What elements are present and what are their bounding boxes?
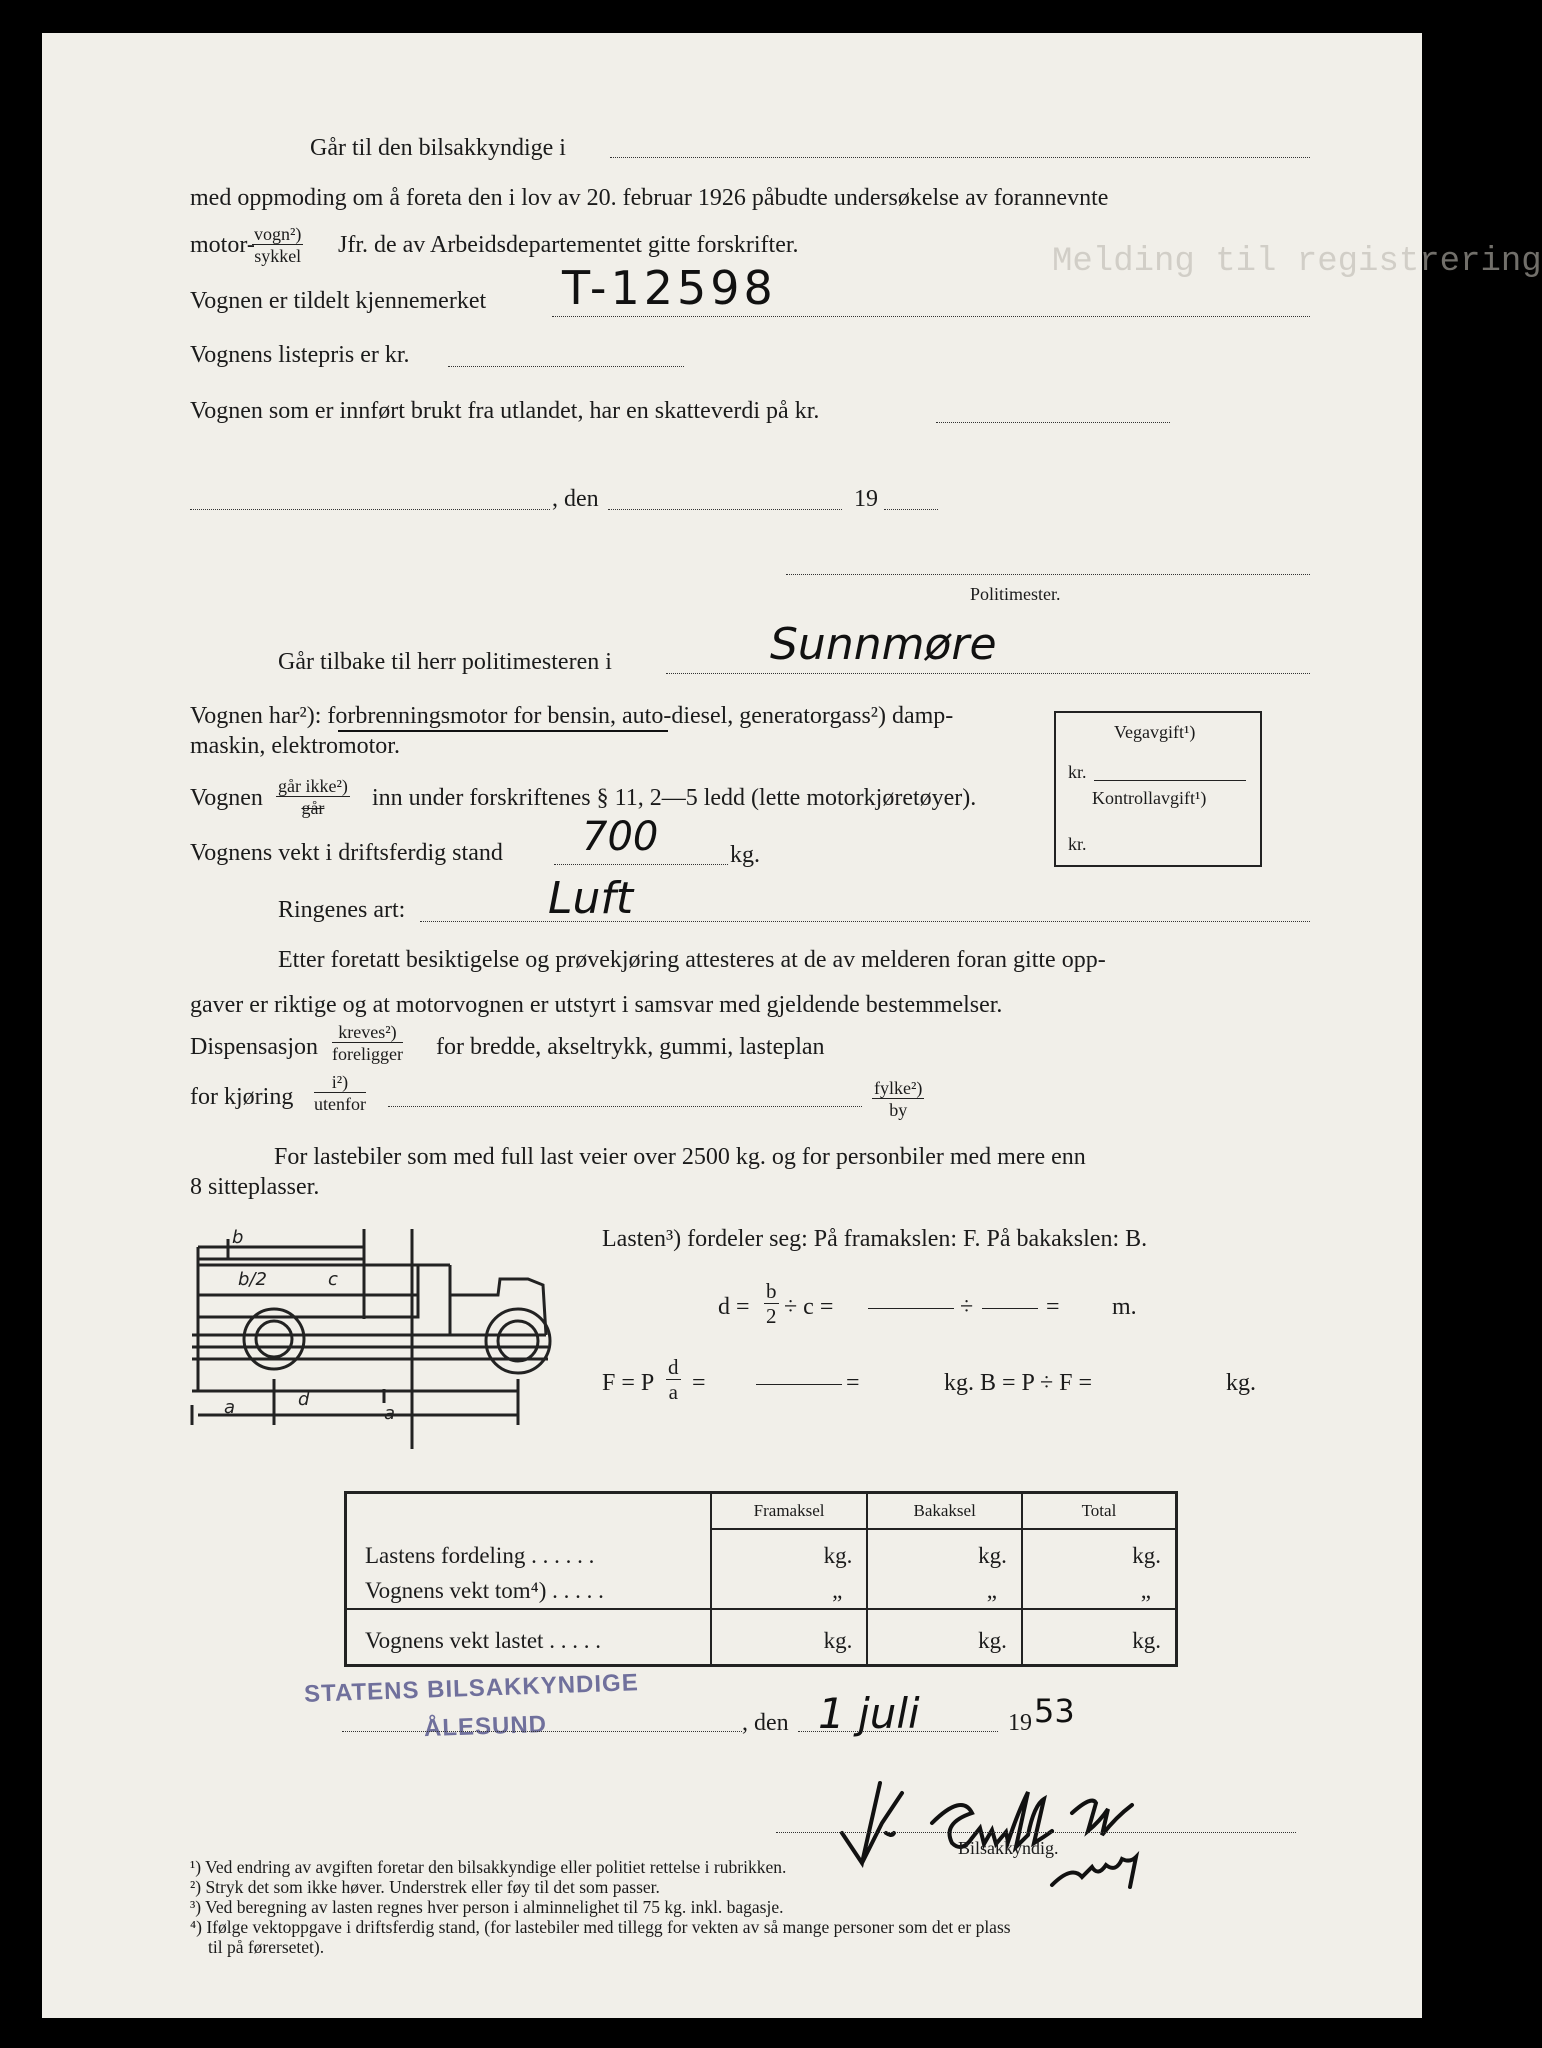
kjoring-fraction — [314, 1073, 366, 1113]
footnote-2 — [190, 1879, 660, 1897]
footnote-4 — [190, 1919, 1011, 1937]
line3-prefix: motor- — [190, 232, 255, 258]
footnote-text: Ved beregning av lasten regnes hver person i alminnelighet til 75 kg. inkl. bagasje. — [205, 1897, 784, 1917]
line2-text: med oppmoding om å foreta den i lov av 20. februar 1926 påbudte undersøkelse av forannevnte — [190, 185, 1109, 211]
row-unit: kg. — [867, 1529, 1022, 1569]
line1-field — [610, 157, 1310, 158]
stamp-line2: ÅLESUND — [423, 1710, 548, 1743]
kjennemerke-label: Vognen er tildelt kjennemerket — [190, 288, 487, 314]
diagram-label-b: b — [232, 1227, 244, 1248]
politimester-signature-line — [786, 574, 1310, 575]
diagram-label-a: a — [384, 1403, 396, 1424]
avgift-box — [1054, 711, 1262, 867]
row-unit: kg. — [1132, 1543, 1161, 1568]
footnote-mark: ³) — [190, 1897, 202, 1917]
row-unit: „ — [1022, 1569, 1177, 1609]
formula-f-unit1: kg. B = P ÷ F = — [944, 1370, 1093, 1396]
fraction-bottom: by — [889, 1100, 908, 1120]
formula-d-blank-2 — [982, 1308, 1038, 1309]
fraction-top: d — [668, 1355, 679, 1379]
weight-table — [344, 1491, 1178, 1667]
fraction-bottom: 2 — [766, 1304, 777, 1328]
row-unit: kg. — [867, 1609, 1022, 1665]
kontrollavgift-kr: kr. — [1068, 834, 1087, 854]
motor-line1: Vognen har²): forbrenningsmotor for bensin, auto-diesel, generatorgass²) damp- — [190, 703, 954, 729]
vekt-unit: kg. — [730, 842, 760, 868]
fordeler-text: Lasten³) fordeler seg: På framakslen: F. På bakakslen: B. — [602, 1226, 1148, 1252]
footnote-1 — [190, 1859, 786, 1877]
footnote-mark: ⁴) — [190, 1917, 202, 1937]
gar-suffix: inn under forskriftenes § 11, 2—5 ledd (lette motorkjøretøyer). — [372, 785, 977, 811]
fraction-top: vogn²) — [254, 224, 302, 244]
table-row — [346, 1609, 1177, 1665]
ringer-value: Luft — [548, 873, 634, 924]
row-label: Vognens vekt tom⁴) . . . . . — [346, 1569, 711, 1609]
disp-fraction — [332, 1023, 403, 1063]
footnote-3 — [190, 1899, 783, 1917]
motor-underline — [338, 730, 668, 732]
form-sheet — [42, 33, 1542, 2018]
kjoring-prefix: for kjøring — [190, 1084, 294, 1110]
formula-f-left: F = P — [602, 1370, 655, 1396]
tilbake-value: Sunnmøre — [770, 619, 997, 670]
politimester-label: Politimester. — [970, 584, 1061, 604]
sign-den-label: , den — [742, 1710, 789, 1736]
row-unit: „ — [867, 1569, 1022, 1609]
tilbake-field — [666, 673, 1310, 674]
stamp-line1: STATENS BILSAKKYNDIGE — [303, 1669, 640, 1708]
table-header: Total — [1022, 1493, 1177, 1530]
disp-prefix: Dispensasjon — [190, 1034, 318, 1060]
motor-line2: maskin, elektromotor. — [190, 733, 400, 759]
place-field — [190, 509, 550, 510]
bilsakkyndig-signature-line — [776, 1832, 1296, 1833]
tilbake-label: Går tilbake til herr politimesteren i — [278, 649, 612, 675]
fraction-top: fylke²) — [874, 1078, 923, 1098]
diagram-label-d: d — [298, 1389, 310, 1410]
formula-d-blank-1 — [868, 1308, 954, 1309]
footnote-mark: ¹) — [190, 1857, 202, 1877]
disp-suffix: for bredde, akseltrykk, gummi, lasteplan — [436, 1034, 825, 1060]
fylke-fraction — [872, 1079, 924, 1119]
fraction-top: går ikke²) — [278, 776, 348, 796]
formula-d-unit: m. — [1112, 1294, 1137, 1320]
footnote-4-cont — [208, 1939, 324, 1957]
formula-d-left: d = — [718, 1294, 750, 1320]
row-label: Lastens fordeling . . . . . . — [346, 1529, 711, 1569]
lastebil-intro-line1: For lastebiler som med full last veier over 2500 kg. og for personbiler med mere enn — [274, 1144, 1086, 1170]
line3-suffix: Jfr. de av Arbeidsdepartementet gitte forskrifter. — [338, 232, 799, 258]
date-year-label: 19 — [854, 486, 878, 512]
vegavgift-field — [1094, 780, 1246, 781]
sign-date-value: 1 juli — [818, 1689, 920, 1738]
vekt-value: 700 — [582, 814, 659, 860]
footnote-text: til på førersetet). — [208, 1937, 325, 1957]
row-unit: „ — [711, 1569, 868, 1609]
vekt-label: Vognens vekt i driftsferdig stand — [190, 840, 503, 866]
formula-f-eq2: = — [846, 1370, 860, 1396]
place-signature-field — [342, 1731, 742, 1732]
vegavgift-label: Vegavgift¹) — [1114, 722, 1196, 742]
row-unit: kg. — [711, 1529, 868, 1569]
skatteverdi-field — [936, 422, 1170, 423]
vekt-field — [554, 864, 728, 865]
table-row — [346, 1569, 1177, 1609]
table-header: Bakaksel — [867, 1493, 1022, 1530]
gar-fraction — [276, 777, 350, 817]
fraction-bottom: a — [668, 1380, 678, 1404]
formula-f-blank — [756, 1384, 842, 1385]
formula-d-fraction — [764, 1281, 779, 1327]
formula-f-fraction — [666, 1357, 681, 1403]
line1-label: Går til den bilsakkyndige i — [310, 135, 566, 161]
formula-d-div: ÷ — [960, 1294, 974, 1320]
formula-d-mid: ÷ c = — [784, 1294, 834, 1320]
row-label: Vognens vekt lastet . . . . . — [346, 1609, 711, 1665]
attest-line2: gaver er riktige og at motorvognen er utstyrt i samsvar med gjeldende bestemmelser. — [190, 992, 1003, 1018]
footnote-mark: ²) — [190, 1877, 202, 1897]
footnote-text: Ifølge vektoppgave i driftsferdig stand, (for lastebiler med tillegg for vekten av så mange personer som det er plass — [206, 1917, 1011, 1937]
date-den-label: , den — [552, 486, 599, 512]
row-unit: kg. — [1132, 1627, 1161, 1653]
listepris-field — [448, 366, 684, 367]
kjoring-field — [388, 1106, 862, 1107]
diagram-label-c: c — [328, 1269, 338, 1290]
truck-diagram — [188, 1219, 608, 1459]
fraction-bottom: går — [301, 798, 325, 818]
footnote-text: Stryk det som ikke høver. Understrek eller føy til det som passer. — [205, 1877, 660, 1897]
diagram-label-a-left: a — [224, 1397, 236, 1418]
footnote-text: Ved endring av avgiften foretar den bilsakkyndige eller politiet rettelse i rubrikken. — [205, 1857, 787, 1877]
gar-prefix: Vognen — [190, 785, 263, 811]
table-row — [346, 1529, 1177, 1569]
fraction-top: b — [766, 1279, 777, 1303]
date-field — [608, 509, 842, 510]
fraction-bottom: foreligger — [332, 1044, 403, 1064]
table-header: Framaksel — [711, 1493, 868, 1530]
fraction-bottom: sykkel — [254, 246, 302, 266]
diagram-label-b2: b/2 — [238, 1269, 267, 1290]
fraction-top: kreves²) — [332, 1023, 403, 1043]
ringer-label: Ringenes art: — [278, 897, 406, 923]
row-unit: kg. — [711, 1609, 868, 1665]
kontrollavgift-label: Kontrollavgift¹) — [1092, 788, 1207, 808]
attest-line1: Etter foretatt besiktigelse og prøvekjøring attesteres at de av melderen foran gitte opp- — [278, 947, 1106, 973]
listepris-label: Vognens listepris er kr. — [190, 342, 410, 368]
kjennemerke-field — [552, 316, 1310, 317]
formula-f-unit2: kg. — [1226, 1370, 1256, 1396]
fraction-top: i²) — [314, 1073, 366, 1093]
formula-d-eq: = — [1046, 1294, 1060, 1320]
bleed-through-text: Melding til registrering — [1052, 243, 1542, 281]
sign-year-prefix: 19 — [1008, 1710, 1032, 1736]
vogn-sykkel-fraction — [252, 225, 303, 265]
skatteverdi-label: Vognen som er innført brukt fra utlandet, har en skatteverdi på kr. — [190, 398, 820, 424]
fraction-bottom: utenfor — [314, 1094, 366, 1114]
formula-f-eq1: = — [692, 1370, 706, 1396]
bilsakkyndig-label: Bilsakkyndig. — [958, 1838, 1059, 1858]
lastebil-intro-line2: 8 sitteplasser. — [190, 1174, 320, 1200]
kjennemerke-value: T-12598 — [562, 261, 777, 315]
vegavgift-kr: kr. — [1068, 762, 1087, 782]
year-field — [884, 509, 938, 510]
table-header-row — [346, 1493, 1177, 1530]
sign-year-value: 53 — [1034, 1692, 1075, 1730]
